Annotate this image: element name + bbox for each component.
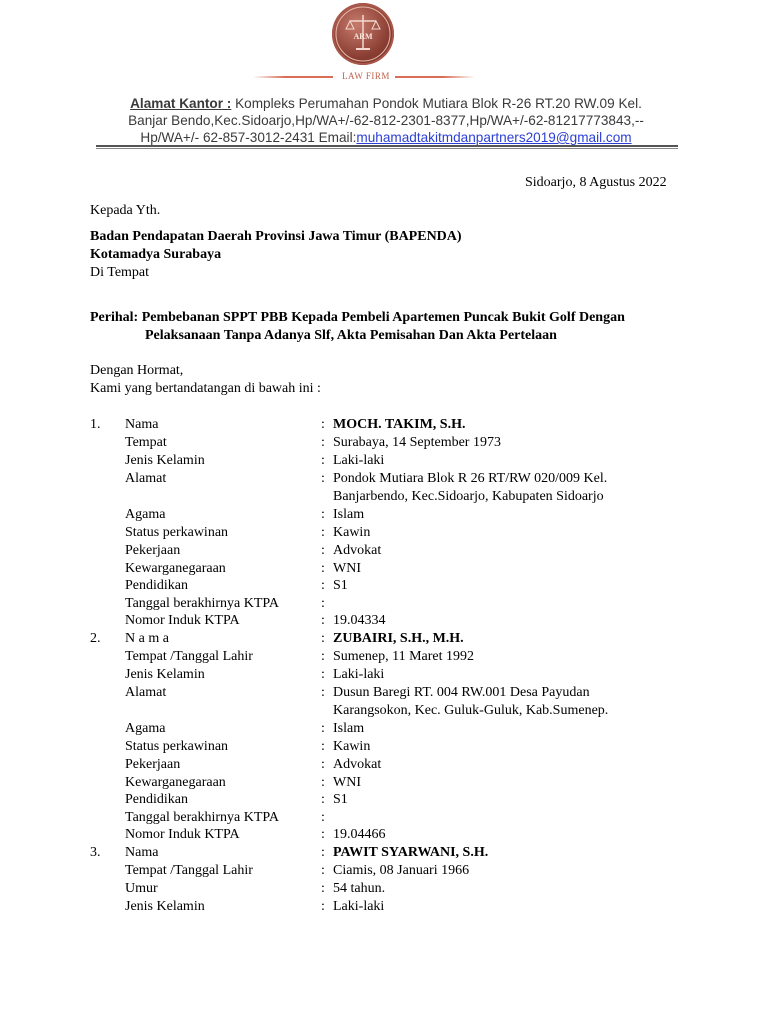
- colon: :: [321, 810, 325, 825]
- field-label: Tanggal berakhirnya KTPA: [125, 810, 280, 825]
- field-label: Jenis Kelamin: [125, 453, 205, 468]
- colon: :: [321, 845, 325, 860]
- svg-text:ARM: ARM: [353, 32, 373, 41]
- field-value: Islam: [333, 507, 365, 522]
- subject-line-1: Perihal: Pembebanan SPPT PBB Kepada Pembeli Apartemen Puncak Bukit Golf Dengan: [90, 310, 625, 325]
- field-label: N a m a: [125, 631, 169, 646]
- colon: :: [321, 561, 325, 576]
- law-firm-logo: [332, 3, 394, 65]
- office-address: [86, 95, 686, 146]
- logo-divider-left: [253, 76, 333, 78]
- colon: :: [321, 757, 325, 772]
- colon: :: [321, 507, 325, 522]
- field-value: MOCH. TAKIM, S.H.: [333, 417, 466, 432]
- field-label: Nomor Induk KTPA: [125, 827, 240, 842]
- colon: :: [321, 453, 325, 468]
- colon: :: [321, 739, 325, 754]
- field-value: S1: [333, 792, 348, 807]
- field-value: Laki-laki: [333, 453, 385, 468]
- colon: :: [321, 471, 325, 486]
- field-label: Alamat: [125, 685, 167, 700]
- field-label: Tempat: [125, 435, 167, 450]
- field-label: Agama: [125, 721, 166, 736]
- recipient-name: Badan Pendapatan Daerah Provinsi Jawa Timur (BAPENDA): [90, 229, 462, 244]
- person-row: [90, 612, 690, 630]
- field-value: Pondok Mutiara Blok R 26 RT/RW 020/009 Kel.: [333, 471, 608, 486]
- colon: :: [321, 649, 325, 664]
- field-label: Tanggal berakhirnya KTPA: [125, 596, 280, 611]
- field-label: Tempat /Tanggal Lahir: [125, 863, 253, 878]
- person-row: [90, 774, 690, 792]
- field-label: Pendidikan: [125, 792, 188, 807]
- field-value: 19.04334: [333, 613, 386, 628]
- person-row: [90, 648, 690, 666]
- field-label: Alamat: [125, 471, 167, 486]
- field-value: PAWIT SYARWANI, S.H.: [333, 845, 489, 860]
- field-value: Ciamis, 08 Januari 1966: [333, 863, 470, 878]
- address-line-2: Banjar Bendo,Kec.Sidoarjo,Hp/WA+/-62-812-2301-8377,Hp/WA+/-62-81217773843,--: [128, 113, 644, 128]
- field-label: Pekerjaan: [125, 757, 181, 772]
- person-row: [90, 809, 690, 827]
- person-row: [90, 434, 690, 452]
- intro-sentence: Kami yang bertandatangan di bawah ini :: [90, 381, 321, 396]
- field-value: 19.04466: [333, 827, 386, 842]
- person-row: [90, 506, 690, 524]
- person-row: [90, 880, 690, 898]
- firm-subtitle: LAW FIRM: [342, 71, 390, 81]
- salutation: Kepada Yth.: [90, 203, 161, 218]
- colon: :: [321, 899, 325, 914]
- person-row: [90, 720, 690, 738]
- field-value: WNI: [333, 561, 361, 576]
- colon: :: [321, 721, 325, 736]
- recipient-location: Di Tempat: [90, 265, 150, 280]
- person-row: [90, 791, 690, 809]
- person-number: 3.: [90, 845, 101, 860]
- field-value: Sumenep, 11 Maret 1992: [333, 649, 475, 664]
- colon: :: [321, 631, 325, 646]
- person-row: [90, 524, 690, 542]
- colon: :: [321, 596, 325, 611]
- address-line-3: Hp/WA+/- 62-857-3012-2431 Email:: [140, 130, 357, 145]
- person-number: 1.: [90, 417, 101, 432]
- field-label: Nama: [125, 845, 159, 860]
- colon: :: [321, 667, 325, 682]
- letterhead-rule-thin: [96, 148, 678, 149]
- person-row: [90, 684, 690, 702]
- colon: :: [321, 827, 325, 842]
- person-row: [90, 488, 690, 506]
- email-link[interactable]: muhamadtakitmdanpartners2019@gmail.com: [356, 130, 632, 145]
- person-row: [90, 470, 690, 488]
- person-row: [90, 630, 690, 648]
- field-label: Agama: [125, 507, 166, 522]
- colon: :: [321, 543, 325, 558]
- colon: :: [321, 775, 325, 790]
- field-value: Advokat: [333, 757, 382, 772]
- field-label: Pekerjaan: [125, 543, 181, 558]
- person-row: [90, 416, 690, 434]
- field-value: ZUBAIRI, S.H., M.H.: [333, 631, 464, 646]
- field-label: Jenis Kelamin: [125, 899, 205, 914]
- field-label: Tempat /Tanggal Lahir: [125, 649, 253, 664]
- field-value-continued: Banjarbendo, Kec.Sidoarjo, Kabupaten Sidoarjo: [333, 489, 604, 504]
- field-label: Status perkawinan: [125, 739, 229, 754]
- field-value: Kawin: [333, 525, 371, 540]
- field-value: 54 tahun.: [333, 881, 386, 896]
- field-value: S1: [333, 578, 348, 593]
- logo-divider-right: [395, 76, 475, 78]
- colon: :: [321, 525, 325, 540]
- field-label: Pendidikan: [125, 578, 188, 593]
- field-value: Islam: [333, 721, 365, 736]
- field-value: Surabaya, 14 September 1973: [333, 435, 501, 450]
- person-row: [90, 826, 690, 844]
- person-row: [90, 542, 690, 560]
- scales-of-justice-icon: [332, 3, 394, 65]
- letter-date: Sidoarjo, 8 Agustus 2022: [525, 175, 667, 190]
- field-value: Laki-laki: [333, 667, 385, 682]
- colon: :: [321, 863, 325, 878]
- colon: :: [321, 685, 325, 700]
- person-number: 2.: [90, 631, 101, 646]
- field-label: Kewarganegaraan: [125, 561, 226, 576]
- person-row: [90, 595, 690, 613]
- field-value: Advokat: [333, 543, 382, 558]
- person-row: [90, 452, 690, 470]
- field-label: Nama: [125, 417, 159, 432]
- letterhead-rule: [96, 145, 678, 147]
- field-value: Laki-laki: [333, 899, 385, 914]
- greeting: Dengan Hormat,: [90, 363, 184, 378]
- person-row: [90, 898, 690, 916]
- address-label: Alamat Kantor :: [130, 96, 232, 111]
- colon: :: [321, 881, 325, 896]
- colon: :: [321, 578, 325, 593]
- address-line-1: Kompleks Perumahan Pondok Mutiara Blok R-26 RT.20 RW.09 Kel.: [235, 96, 642, 111]
- subject-line-2: Pelaksanaan Tanpa Adanya Slf, Akta Pemisahan Dan Akta Pertelaan: [145, 328, 557, 343]
- recipient-city: Kotamadya Surabaya: [90, 247, 222, 262]
- person-row: [90, 577, 690, 595]
- field-value: Dusun Baregi RT. 004 RW.001 Desa Payudan: [333, 685, 590, 700]
- colon: :: [321, 613, 325, 628]
- colon: :: [321, 792, 325, 807]
- person-row: [90, 738, 690, 756]
- colon: :: [321, 435, 325, 450]
- field-value: Kawin: [333, 739, 371, 754]
- field-label: Umur: [125, 881, 158, 896]
- person-row: [90, 702, 690, 720]
- field-value-continued: Karangsokon, Kec. Guluk-Guluk, Kab.Sumenep.: [333, 703, 609, 718]
- field-label: Jenis Kelamin: [125, 667, 205, 682]
- colon: :: [321, 417, 325, 432]
- field-label: Kewarganegaraan: [125, 775, 226, 790]
- person-row: [90, 560, 690, 578]
- person-row: [90, 666, 690, 684]
- field-value: WNI: [333, 775, 361, 790]
- person-row: [90, 756, 690, 774]
- person-row: [90, 844, 690, 862]
- field-label: Status perkawinan: [125, 525, 229, 540]
- person-row: [90, 862, 690, 880]
- field-label: Nomor Induk KTPA: [125, 613, 240, 628]
